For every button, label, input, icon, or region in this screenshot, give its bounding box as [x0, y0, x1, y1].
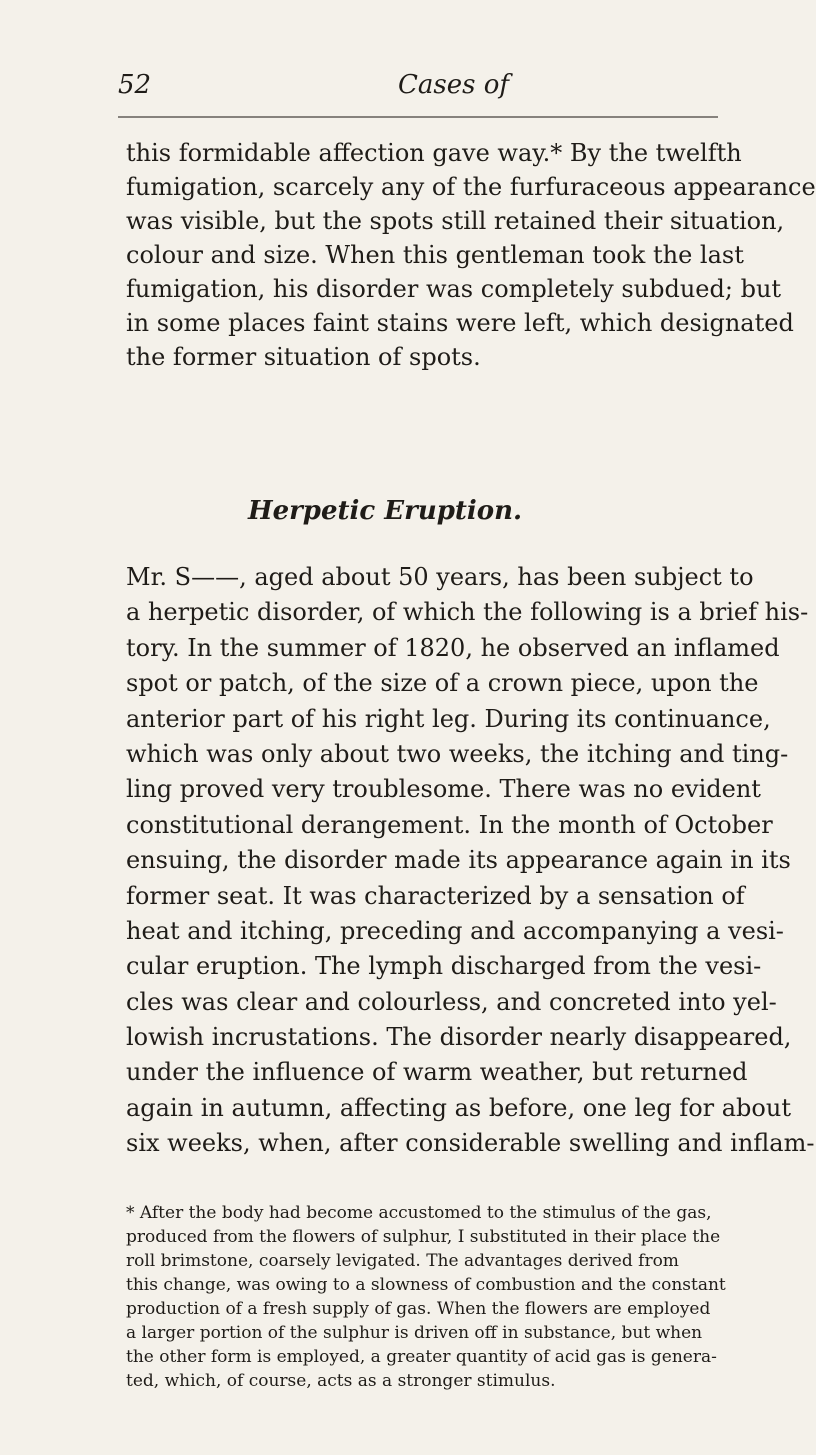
paragraph-2	[126, 560, 815, 1162]
footnote-line: roll brimstone, coarsely levigated. The advantages derived from	[126, 1251, 679, 1271]
section-heading: Herpetic Eruption.	[248, 496, 523, 526]
text-line: a herpetic disorder, of which the following is a brief his-	[126, 598, 809, 627]
text-line: colour and size. When this gentleman took the last	[126, 241, 744, 269]
text-line: tory. In the summer of 1820, he observed an inflamed	[126, 633, 780, 662]
footnote-line: * After the body had become accustomed to the stimulus of the gas,	[126, 1203, 712, 1223]
text-line: anterior part of his right leg. During its continuance,	[126, 704, 771, 733]
footnote-line: production of a fresh supply of gas. When the flowers are employed	[126, 1299, 711, 1319]
footnote-line: a larger portion of the sulphur is driven off in substance, but when	[126, 1323, 703, 1343]
text-line: was visible, but the spots still retained their situation,	[126, 207, 785, 235]
text-line: six weeks, when, after considerable swelling and inflam-	[126, 1129, 815, 1158]
text-line: fumigation, his disorder was completely subdued; but	[126, 275, 782, 303]
text-line: this formidable affection gave way.* By the twelfth	[126, 139, 742, 167]
footnote	[126, 1201, 738, 1393]
running-title: Cases of	[398, 70, 510, 100]
footnote-line: the other form is employed, a greater quantity of acid gas is genera-	[126, 1347, 717, 1367]
text-line: fumigation, scarcely any of the furfuraceous appearance	[126, 173, 816, 201]
text-line: again in autumn, affecting as before, one leg for about	[126, 1093, 791, 1122]
text-line: Mr. S——, aged about 50 years, has been subject to	[126, 563, 754, 591]
footnote-line: produced from the flowers of sulphur, I substituted in their place the	[126, 1227, 721, 1247]
text-line: former seat. It was characterized by a sensation of	[126, 881, 745, 910]
paragraph-1	[126, 136, 816, 374]
text-line: cular eruption. The lymph discharged from the vesi-	[126, 952, 762, 981]
text-line: under the influence of warm weather, but returned	[126, 1058, 748, 1087]
text-line: the former situation of spots.	[126, 343, 481, 371]
header-rule	[118, 116, 718, 118]
page-header	[118, 70, 738, 110]
text-line: constitutional derangement. In the month of October	[126, 810, 773, 839]
text-line: in some places faint stains were left, which designated	[126, 309, 794, 337]
text-line: cles was clear and colourless, and concreted into yel-	[126, 987, 777, 1016]
text-line: lowish incrustations. The disorder nearly disappeared,	[126, 1023, 792, 1052]
text-line: heat and itching, preceding and accompanying a vesi-	[126, 916, 784, 945]
footnote-line: ted, which, of course, acts as a stronger stimulus.	[126, 1371, 556, 1391]
text-line: which was only about two weeks, the itching and ting-	[126, 739, 789, 768]
text-line: ling proved very troublesome. There was no evident	[126, 775, 761, 804]
text-line: spot or patch, of the size of a crown piece, upon the	[126, 669, 759, 698]
text-line: ensuing, the disorder made its appearance again in its	[126, 846, 791, 875]
page-number: 52	[118, 70, 152, 100]
footnote-line: this change, was owing to a slowness of combustion and the constant	[126, 1275, 726, 1295]
